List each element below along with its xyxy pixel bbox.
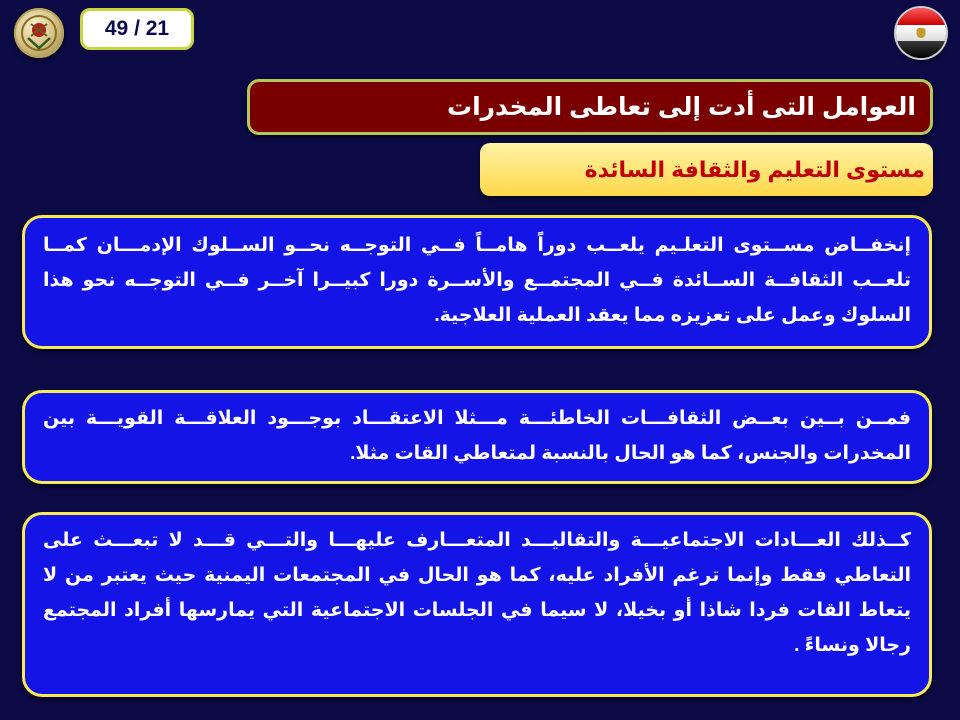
page-counter: 49 / 21 xyxy=(80,8,194,50)
paragraph-box-3: كــذلك العـــادات الاجتماعيـــة والتقاليـــد المتعـــارف عليهـــا والتـــي قـــد لا تبعـــث على التعاطي فقط وإنما ترغم الأفراد عليه، كما هو الحال في المجتمعات اليمنية حيث يعتبر من لا يتعاط القات فردا شاذا أو بخيلا، لا سيما في الجلسات الاجتماعية التي يمارسها أفراد المجتمع رجالا ونساءً . xyxy=(22,512,932,697)
egypt-flag-icon xyxy=(896,8,946,58)
paragraph-box-1: إنخفــاض مســتوى التعلـيم يلعــب دوراً هامــاً فــي التوجــه نحــو الســلوك الإدمـــان كمــا تلعــب الثقافــة الســائدة فــي المجتمــع والأســرة دورا كبيــرا آخــر فــي التوجــه نحو هذا السلوك وعمل على تعزيزه مما يعقد العملية العلاجية. xyxy=(22,215,932,349)
section-subtitle: مستوى التعليم والثقافة السائدة xyxy=(480,143,933,196)
eagle-emblem-icon xyxy=(917,28,926,38)
emblem-seal-icon xyxy=(14,8,64,58)
paragraph-box-2: فمــن بــين بعــض الثقافـــات الخاطئـــة مـــثلا الاعتقـــاد بوجـــود العلاقـــة القويـــة بين المخدرات والجنس، كما هو الحال بالنسبة لمتعاطي القات مثلا. xyxy=(22,390,932,484)
slide-title: العوامل التى أدت إلى تعاطى المخدرات xyxy=(247,79,933,135)
